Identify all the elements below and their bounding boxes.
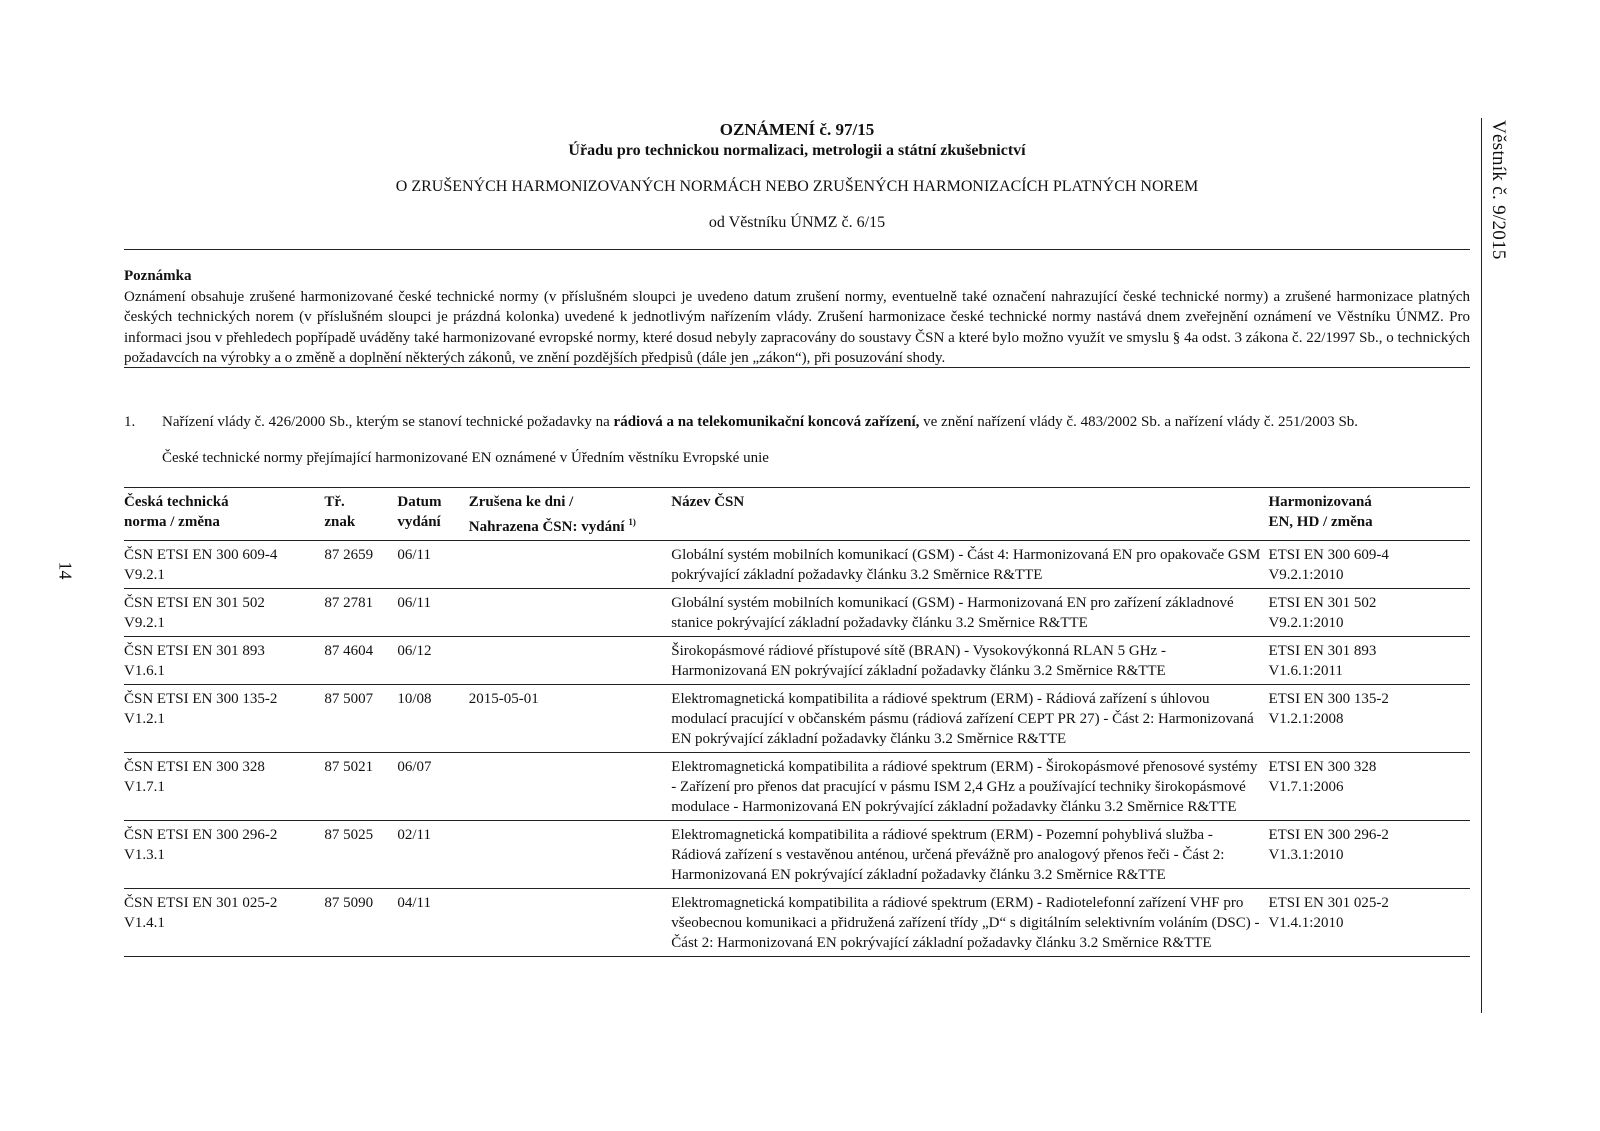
note-rule <box>124 367 1470 368</box>
standards-table <box>124 487 1470 957</box>
header-name: Název ČSN <box>671 494 745 510</box>
regulation-amendments: ve znění nařízení vlády č. 483/2002 Sb. a nařízení vlády č. 251/2003 Sb. <box>919 414 1359 430</box>
cell-cancelled <box>469 821 672 889</box>
note-title: Poznámka <box>124 268 192 284</box>
table-row <box>124 685 1470 753</box>
cell-cancelled <box>469 889 672 957</box>
cell-name: Elektromagnetická kompatibilita a rádiové spektrum (ERM) - Pozemní pohyblivá služba - Rádiová zařízení s vestavěnou anténou, určená převážně pro analogový přenos řeči - Část 2: Harmonizovaná EN pokrývající základní požadavky článku 3.2 Směrnice R&TTE <box>671 827 1225 883</box>
table-header-row <box>124 488 1470 541</box>
cell-norm: ČSN ETSI EN 300 609-4 V9.2.1 <box>124 547 278 583</box>
header-harmonized: Harmonizovaná EN, HD / změna <box>1268 494 1373 530</box>
cell-norm: ČSN ETSI EN 300 296-2 V1.3.1 <box>124 827 278 863</box>
regulation-line <box>124 414 1470 431</box>
table-row <box>124 541 1470 589</box>
cell-class: 87 5025 <box>324 827 374 843</box>
cell-harmonized: ETSI EN 300 135-2 V1.2.1:2008 <box>1268 691 1389 727</box>
cell-cancelled <box>469 541 672 589</box>
cell-date: 02/11 <box>397 827 431 843</box>
cell-norm: ČSN ETSI EN 300 135-2 V1.2.1 <box>124 691 278 727</box>
table-row <box>124 889 1470 957</box>
cell-class: 87 2781 <box>324 595 374 611</box>
cell-norm: ČSN ETSI EN 301 893 V1.6.1 <box>124 643 265 679</box>
cell-name: Globální systém mobilních komunikací (GSM) - Harmonizovaná EN pro zařízení základnové stanice pokrývající základní požadavky článku 3.2 Směrnice R&TTE <box>671 595 1234 631</box>
table-row <box>124 753 1470 821</box>
regulation-text: Nařízení vlády č. 426/2000 Sb., kterým se stanoví technické požadavky na <box>162 414 614 430</box>
cell-harmonized: ETSI EN 300 609-4 V9.2.1:2010 <box>1268 547 1389 583</box>
document-header <box>124 120 1470 232</box>
notice-authority: Úřadu pro technickou normalizaci, metrologii a státní zkušebnictví <box>568 142 1026 159</box>
cell-class: 87 5007 <box>324 691 374 707</box>
cell-norm: ČSN ETSI EN 301 025-2 V1.4.1 <box>124 895 278 931</box>
cell-date: 10/08 <box>397 691 432 707</box>
cell-harmonized: ETSI EN 301 502 V9.2.1:2010 <box>1268 595 1377 631</box>
regulation-number: 1. <box>124 414 136 430</box>
cell-date: 06/11 <box>397 595 431 611</box>
table-row <box>124 589 1470 637</box>
bulletin-label: Věstník č. 9/2015 <box>1488 120 1509 260</box>
regulation-subject: rádiová a na telekomunikační koncová zařízení, <box>613 414 920 430</box>
cell-date: 06/07 <box>397 759 432 775</box>
cell-name: Elektromagnetická kompatibilita a rádiové spektrum (ERM) - Rádiová zařízení s úhlovou modulací pracující v občanském pásmu (rádiová zařízení CEPT PR 27) - Část 2: Harmonizovaná EN pokrývající základní požadavky článku 3.2 Směrnice R&TTE <box>671 691 1254 747</box>
cell-date: 04/11 <box>397 895 431 911</box>
table-row <box>124 821 1470 889</box>
cell-harmonized: ETSI EN 300 328 V1.7.1:2006 <box>1268 759 1377 795</box>
cell-cancelled <box>469 589 672 637</box>
note-text: Oznámení obsahuje zrušené harmonizované české technické normy (v příslušném sloupci je uvedeno datum zrušení normy, eventuelně také označení nahrazující české technické normy) a zrušené harmonizace platných českých technických norem (v příslušném sloupci je prázdná kolonka) uvedené k jednotlivým nařízením vlády. Zrušení harmonizace české technické normy nastává dnem zveřejnění oznámení ve Věstníku ÚNMZ. Pro informaci jsou v přehledech popřípadě uváděny také harmonizované evropské normy, které dosud nebyly zapracovány do soustavy ČSN a které bylo možno využít ve smyslu § 4a odst. 3 zákona č. 22/1997 Sb., o technických požadavcích na výrobky a o změně a doplnění některých zákonů, ve znění pozdějších předpisů (dále jen „zákon“), při posuzování shody. <box>124 288 1470 366</box>
side-divider <box>1481 118 1483 1013</box>
cell-date: 06/11 <box>397 547 431 563</box>
header-cancelled: Zrušena ke dni / Nahrazena ČSN: vydání $^{1)}$ <box>468 494 636 535</box>
header-norm: Česká technická norma / změna <box>124 494 229 530</box>
cell-norm: ČSN ETSI EN 300 328 V1.7.1 <box>124 759 265 795</box>
page-number: 14 <box>55 561 76 580</box>
header-date: Datum vydání <box>397 494 442 530</box>
header-rule <box>124 249 1470 250</box>
cell-harmonized: ETSI EN 301 893 V1.6.1:2011 <box>1268 643 1377 679</box>
cell-class: 87 2659 <box>324 547 374 563</box>
cell-cancelled <box>469 637 672 685</box>
cell-date: 06/12 <box>397 643 432 659</box>
cell-class: 87 5021 <box>324 759 374 775</box>
cell-cancelled <box>469 753 672 821</box>
notice-heading: O ZRUŠENÝCH HARMONIZOVANÝCH NORMÁCH NEBO ZRUŠENÝCH HARMONIZACÍCH PLATNÝCH NOREM <box>395 178 1199 195</box>
notice-reference: od Věstníku ÚNMZ č. 6/15 <box>708 214 886 231</box>
table-caption: České technické normy přejímající harmonizované EN oznámené v Úředním věstníku Evropské unie <box>162 450 769 466</box>
cell-name: Globální systém mobilních komunikací (GSM) - Část 4: Harmonizovaná EN pro opakovače GSM pokrývající základní požadavky článku 3.2 Směrnice R&TTE <box>671 547 1261 583</box>
header-class: Tř. znak <box>324 494 356 530</box>
cell-name: Elektromagnetická kompatibilita a rádiové spektrum (ERM) - Širokopásmové přenosové systémy - Zařízení pro přenos dat pracující v pásmu ISM 2,4 GHz a používající techniky širokopásmové modulace - Harmonizovaná EN pokrývající základní požadavky článku 3.2 Směrnice R&TTE <box>671 759 1258 815</box>
cell-cancelled: 2015-05-01 <box>468 691 539 707</box>
cell-name: Širokopásmové rádiové přístupové sítě (BRAN) - Vysokovýkonná RLAN 5 GHz - Harmonizovaná EN pokrývající základní požadavky článku 3.2 Směrnice R&TTE <box>671 643 1166 679</box>
cell-class: 87 4604 <box>324 643 374 659</box>
notice-title: OZNÁMENÍ č. 97/15 <box>719 120 875 139</box>
cell-harmonized: ETSI EN 300 296-2 V1.3.1:2010 <box>1268 827 1389 863</box>
note-section <box>124 266 1470 369</box>
cell-norm: ČSN ETSI EN 301 502 V9.2.1 <box>124 595 265 631</box>
table-row <box>124 637 1470 685</box>
cell-class: 87 5090 <box>324 895 374 911</box>
cell-name: Elektromagnetická kompatibilita a rádiové spektrum (ERM) - Radiotelefonní zařízení VHF pro všeobecnou komunikaci a přidružená zařízení třídy „D“ s digitálním selektivním voláním (DSC) - Část 2: Harmonizovaná EN pokrývající základní požadavky článku 3.2 Směrnice R&TTE <box>671 895 1260 951</box>
cell-harmonized: ETSI EN 301 025-2 V1.4.1:2010 <box>1268 895 1389 931</box>
